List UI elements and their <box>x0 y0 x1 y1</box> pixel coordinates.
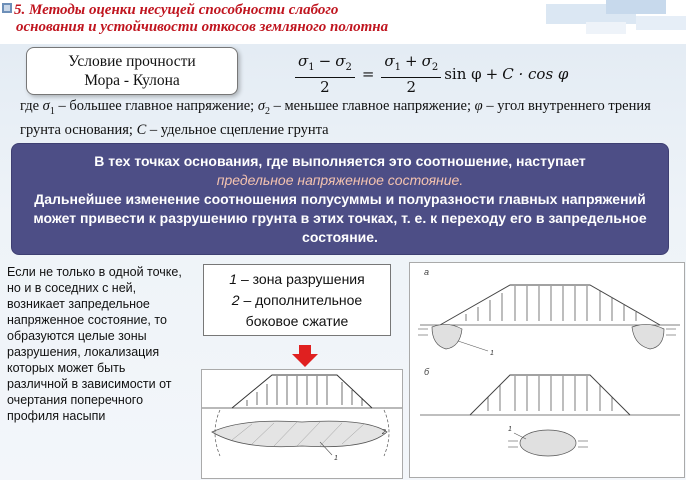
header-decoration <box>486 0 686 40</box>
bottom-label-1: 1 <box>334 455 338 462</box>
title-line-1: 5. Методы оценки несущей способности слабого <box>14 2 339 18</box>
failure-zones-text: Если не только в одной точке, но и в соседних с ней, возникает запредельное напряженное состояние, то образуются целые зоны разрушения, локализация которых может быть различной в зависимости от очертания поперечного профиля насыпи <box>7 265 182 423</box>
embankment-diagram-bottom <box>201 369 403 479</box>
half-sum-fraction: $\frac{\sigma_1 + \sigma_2}{2}$ <box>381 52 441 96</box>
mohr-coulomb-formula <box>292 50 622 98</box>
banner-highlight: предельное напряженное состояние. <box>216 171 464 188</box>
condition-line-2: Мора - Кулона <box>84 72 180 89</box>
banner-line-3: Дальнейшее изменение соотношения полусуммы и полуразности главных напряжений может привести к разрушению грунта в этих точках, т. е. к переходу его в запредельное состояние. <box>33 190 647 245</box>
title-line-2: основания и устойчивости откосов земляного полотна <box>16 19 389 35</box>
half-difference-fraction: $\frac{\sigma_1 - \sigma_2}{2}$ <box>295 52 355 96</box>
label-zone-b: 1 <box>508 426 512 433</box>
down-arrow-icon <box>290 345 320 367</box>
embankment-diagram-right <box>409 262 685 478</box>
cohesion-term: C · cos φ <box>502 65 569 83</box>
label-a: а <box>424 267 430 277</box>
slide-title <box>14 2 534 36</box>
equals-sign: = <box>361 65 375 83</box>
bottom-label-2: 2 <box>382 429 386 436</box>
condition-line-1: Условие прочности <box>68 53 196 70</box>
bullet-logo-icon <box>2 3 12 13</box>
label-zone-a: 1 <box>490 350 494 357</box>
limit-state-banner <box>11 143 669 255</box>
plus-sign: + <box>485 65 499 83</box>
zone-legend-box: 1 – зона разрушения 2 – дополнительное боковое сжатие <box>203 264 391 336</box>
sin-phi-term: sin φ <box>444 65 482 83</box>
mohr-coulomb-condition-box <box>26 47 238 95</box>
banner-line-1: В тех точках основания, где выполняется это соотношение, наступает <box>94 152 586 169</box>
label-b: б <box>424 367 430 377</box>
formula-legend-text: где $\sigma_1$ – большее главное напряжение; $\sigma_2$ – меньшее главное напряжение; φ – угол внутреннего трения грунта основания; C – удельное сцепление грунта <box>20 98 651 138</box>
